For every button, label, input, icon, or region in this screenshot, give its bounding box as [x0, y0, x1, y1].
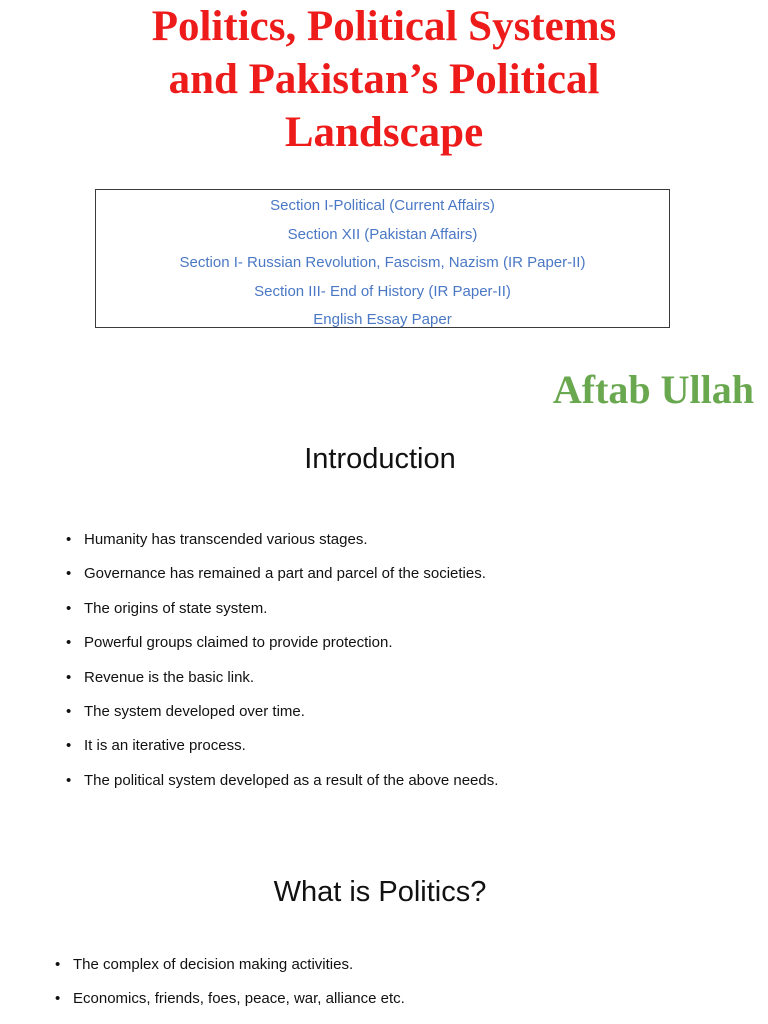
list-item — [66, 769, 498, 793]
bullet-icon: • — [66, 737, 72, 755]
syllabus-sections-box — [95, 189, 670, 328]
list-item — [55, 987, 405, 1011]
introduction-heading: Introduction — [304, 443, 456, 475]
list-item — [66, 528, 498, 552]
list-item-text: The origins of state system. — [84, 599, 268, 617]
introduction-bullet-list — [66, 528, 498, 803]
list-item-text: Humanity has transcended various stages. — [84, 531, 368, 548]
list-item-text: It is an iterative process. — [84, 737, 246, 755]
list-item-text: Governance has remained a part and parcel of the societies. — [84, 565, 486, 583]
author-name: Aftab Ullah — [552, 367, 754, 412]
list-item — [55, 953, 405, 977]
list-item — [66, 666, 498, 690]
bullet-icon: • — [66, 565, 72, 583]
list-item-text: The complex of decision making activities. — [73, 956, 354, 973]
syllabus-section-item: Section XII (Pakistan Affairs) — [287, 225, 478, 243]
bullet-icon: • — [66, 668, 72, 686]
list-item — [66, 631, 498, 655]
bullet-icon: • — [66, 771, 72, 789]
list-item — [66, 734, 498, 758]
bullet-icon: • — [55, 956, 61, 973]
list-item — [66, 700, 498, 724]
list-item-text: The system developed over time. — [84, 702, 305, 720]
what-is-politics-bullet-list — [55, 953, 405, 1022]
bullet-icon: • — [66, 599, 72, 617]
list-item — [66, 562, 498, 586]
syllabus-section-item: Section I-Political (Current Affairs) — [270, 197, 495, 214]
bullet-icon: • — [66, 702, 72, 720]
syllabus-section-item: Section I- Russian Revolution, Fascism, Nazism (IR Paper-II) — [179, 254, 586, 272]
title-line: Landscape — [284, 109, 484, 156]
syllabus-section-item: English Essay Paper — [313, 311, 452, 329]
list-item-text: The political system developed as a result of the above needs. — [84, 771, 499, 789]
list-item-text: Economics, friends, foes, peace, war, alliance etc. — [73, 990, 405, 1008]
document-title — [0, 0, 768, 159]
list-item-text: Revenue is the basic link. — [84, 668, 255, 686]
syllabus-section-item: Section III- End of History (IR Paper-II) — [254, 282, 511, 300]
list-item — [66, 597, 498, 621]
bullet-icon: • — [66, 531, 72, 548]
list-item-text: Powerful groups claimed to provide protection. — [84, 634, 393, 652]
title-line: and Pakistan’s Political — [168, 56, 600, 103]
what-is-politics-heading: What is Politics? — [273, 876, 487, 908]
title-line: Politics, Political Systems — [151, 3, 617, 50]
bullet-icon: • — [66, 634, 72, 652]
bullet-icon: • — [55, 990, 61, 1008]
